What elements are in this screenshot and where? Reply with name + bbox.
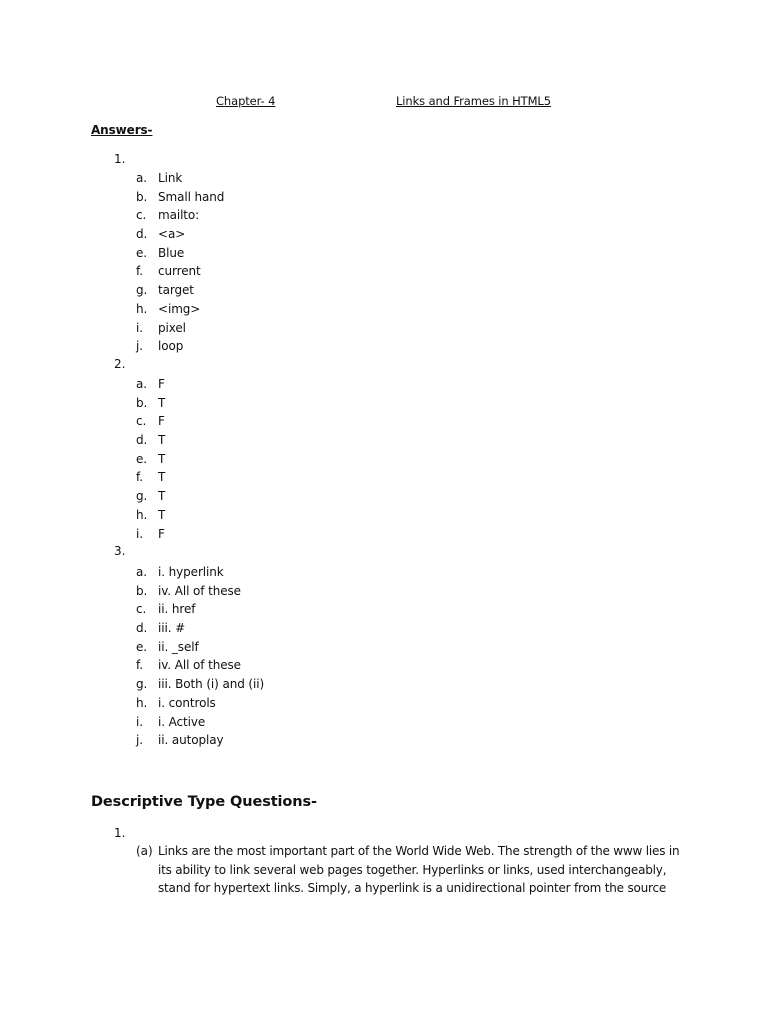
list-item: [136, 319, 224, 338]
item-answer: ii. _self: [158, 639, 199, 654]
item-marker: i.: [136, 714, 143, 729]
list-item: [136, 431, 165, 450]
item-marker: i.: [136, 526, 143, 541]
list-item: [136, 412, 165, 431]
item-answer: Blue: [158, 245, 185, 260]
list-item: [136, 694, 264, 713]
chapter-number: Chapter- 4: [216, 94, 276, 108]
item-answer: iii. #: [158, 621, 186, 636]
descriptive-heading: Descriptive Type Questions-: [91, 794, 317, 810]
item-marker: h.: [136, 301, 148, 316]
item-answer: ii. autoplay: [158, 733, 224, 748]
item-answer: i. controls: [158, 695, 216, 710]
descriptive-question-number: 1.: [114, 826, 126, 840]
item-marker: h.: [136, 695, 148, 710]
item-answer: current: [158, 264, 201, 279]
item-answer: <a>: [158, 227, 186, 242]
paragraph-line: Links are the most important part of the World Wide Web. The strength of the www lies in: [158, 844, 680, 858]
list-item: [136, 525, 165, 544]
list-item: [136, 244, 224, 263]
answers-heading: Answers-: [91, 123, 153, 137]
item-marker: g.: [136, 489, 148, 504]
item-answer: T: [158, 489, 166, 504]
part-label: (a): [136, 844, 153, 858]
item-answer: loop: [158, 339, 184, 354]
list-item: [136, 337, 224, 356]
item-marker: f.: [136, 470, 143, 485]
item-marker: a.: [136, 171, 147, 185]
item-marker: e.: [136, 245, 147, 260]
item-marker: d.: [136, 227, 148, 242]
list-item: [136, 394, 165, 413]
item-answer: i. Active: [158, 714, 206, 729]
item-answer: i. hyperlink: [158, 565, 224, 579]
item-answer: T: [158, 433, 166, 448]
list-item: [136, 731, 264, 750]
list-item: [136, 713, 264, 732]
question-number-3: 3.: [114, 544, 126, 558]
list-item: [136, 600, 264, 619]
list-item: [136, 281, 224, 300]
chapter-title: Links and Frames in HTML5: [396, 94, 551, 108]
list-item: [136, 582, 264, 601]
item-answer: target: [158, 283, 194, 298]
item-marker: i.: [136, 320, 143, 335]
item-marker: b.: [136, 583, 148, 598]
item-marker: e.: [136, 451, 147, 466]
item-marker: f.: [136, 264, 143, 279]
list-item: [136, 375, 165, 394]
list-item: [136, 169, 224, 188]
item-marker: b.: [136, 189, 148, 204]
item-marker: d.: [136, 433, 148, 448]
list-item: [136, 188, 224, 207]
item-answer: T: [158, 395, 166, 410]
item-answer: ii. href: [158, 602, 196, 617]
item-answer: T: [158, 507, 166, 522]
item-answer: T: [158, 470, 166, 485]
answer-list-1: [136, 169, 224, 356]
item-answer: Link: [158, 171, 183, 185]
item-marker: c.: [136, 602, 147, 617]
item-answer: iv. All of these: [158, 658, 241, 673]
item-answer: pixel: [158, 320, 186, 335]
paragraph-line: its ability to link several web pages together. Hyperlinks or links, used interchangeably,: [158, 862, 667, 877]
item-marker: j.: [136, 339, 143, 354]
item-marker: c.: [136, 414, 147, 429]
list-item: [136, 225, 224, 244]
item-answer: Small hand: [158, 189, 225, 204]
item-marker: a.: [136, 377, 147, 391]
item-marker: f.: [136, 658, 143, 673]
list-item: [136, 656, 264, 675]
answer-list-3: [136, 563, 264, 750]
item-marker: g.: [136, 283, 148, 298]
item-answer: iv. All of these: [158, 583, 241, 598]
item-answer: iii. Both (i) and (ii): [158, 677, 265, 692]
item-answer: F: [158, 377, 165, 391]
item-answer: F: [158, 414, 165, 429]
item-answer: <img>: [158, 301, 201, 316]
list-item: [136, 619, 264, 638]
item-marker: a.: [136, 565, 147, 579]
list-item: [136, 563, 264, 582]
item-marker: j.: [136, 733, 143, 748]
list-item: [136, 262, 224, 281]
item-marker: b.: [136, 395, 148, 410]
answer-list-2: [136, 375, 165, 543]
list-item: [136, 468, 165, 487]
list-item: [136, 487, 165, 506]
item-answer: mailto:: [158, 208, 200, 223]
item-marker: g.: [136, 677, 148, 692]
question-number-2: 2.: [114, 357, 126, 371]
list-item: [136, 450, 165, 469]
item-marker: c.: [136, 208, 147, 223]
item-marker: h.: [136, 507, 148, 522]
question-number-1: 1.: [114, 152, 126, 166]
list-item: [136, 206, 224, 225]
list-item: [136, 506, 165, 525]
answer-paragraph: [158, 842, 679, 898]
item-answer: T: [158, 451, 166, 466]
list-item: [136, 300, 224, 319]
item-marker: e.: [136, 639, 147, 654]
list-item: [136, 638, 264, 657]
item-answer: F: [158, 526, 165, 541]
list-item: [136, 675, 264, 694]
paragraph-line: stand for hypertext links. Simply, a hyperlink is a unidirectional pointer from the source: [158, 881, 667, 896]
item-marker: d.: [136, 621, 148, 636]
